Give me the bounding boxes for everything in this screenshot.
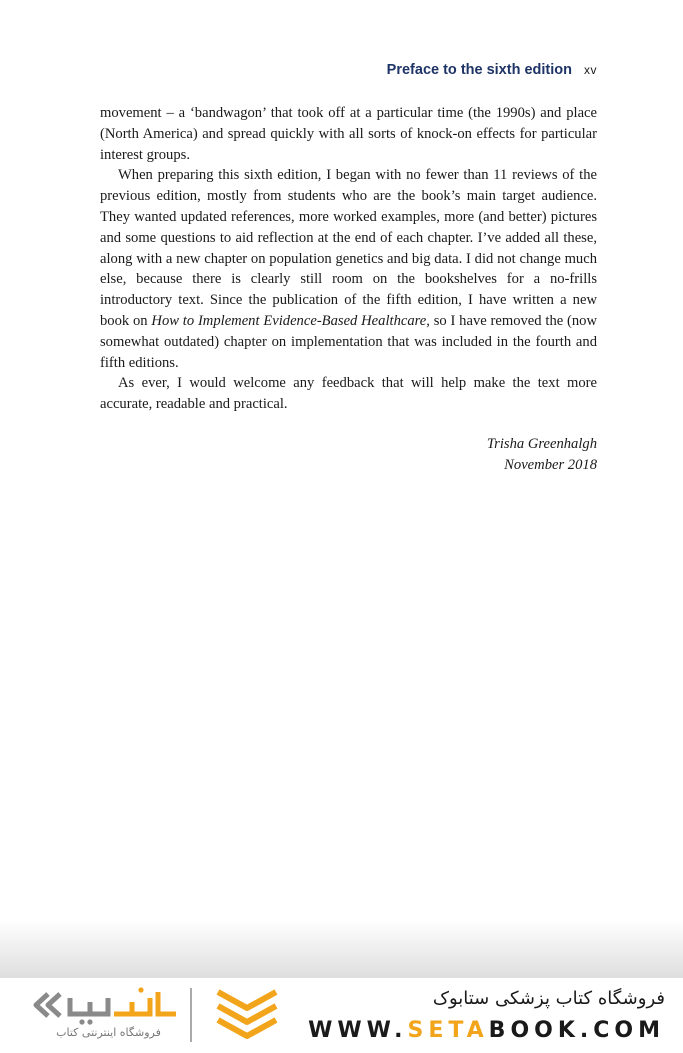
brand-tagline: فروشگاه اینترنتی کتاب: [56, 1026, 161, 1039]
footer-shadow: [0, 920, 683, 978]
url-prefix: WWW.: [308, 1018, 408, 1043]
preface-body: [100, 103, 597, 415]
brand-divider: [190, 988, 192, 1042]
setabook-logo-wordmark: [30, 984, 180, 1026]
url-suffix: BOOK.COM: [488, 1018, 665, 1043]
store-title: فروشگاه کتاب پزشکی ستابوک: [432, 988, 665, 1009]
store-url: [308, 1018, 665, 1043]
paragraph-2-text-b: , so I have removed the (now somewhat outdated) chapter on implementation that was included in the fourth and fifth editions.: [100, 312, 598, 371]
watermark-footer: [0, 978, 683, 1053]
paragraph-2-text-a: When preparing this sixth edition, I began with no fewer than 11 reviews of the previous edition, mostly from students who are the book’s main target audience. They wanted updated references, more worked examples, more (and better) pictures and some questions to aid reflection at the end of each chapter. I’ve added all these, along with a new chapter on population genetics and big data. I did not change much else, because there is clearly still room on the bookshelves for a no-frills introductory text. Since the publication of the fifth edition, I have written a new book on: [100, 167, 597, 329]
page-number: xv: [584, 63, 597, 77]
paragraph-1: movement – a ‘bandwagon’ that took off at a particular time (the 1990s) and place (North America) and spread quickly with all sorts of knock-on effects for particular interest groups.: [100, 105, 597, 163]
signature-block: [487, 434, 597, 476]
signature-author: Trisha Greenhalgh: [486, 436, 597, 452]
running-head: [387, 62, 597, 78]
paragraph-2: [100, 165, 597, 373]
paragraph-3: As ever, I would welcome any feedback that will help make the text more accurate, readable and practical.: [100, 375, 597, 413]
running-head-title: Preface to the sixth edition: [386, 62, 572, 78]
book-stack-icon: [214, 988, 280, 1040]
signature-date: November 2018: [504, 456, 597, 473]
url-highlight: SETA: [407, 1018, 489, 1043]
book-title-reference: How to Implement Evidence-Based Healthcare: [151, 312, 427, 329]
setabook-logo: [30, 984, 270, 1044]
